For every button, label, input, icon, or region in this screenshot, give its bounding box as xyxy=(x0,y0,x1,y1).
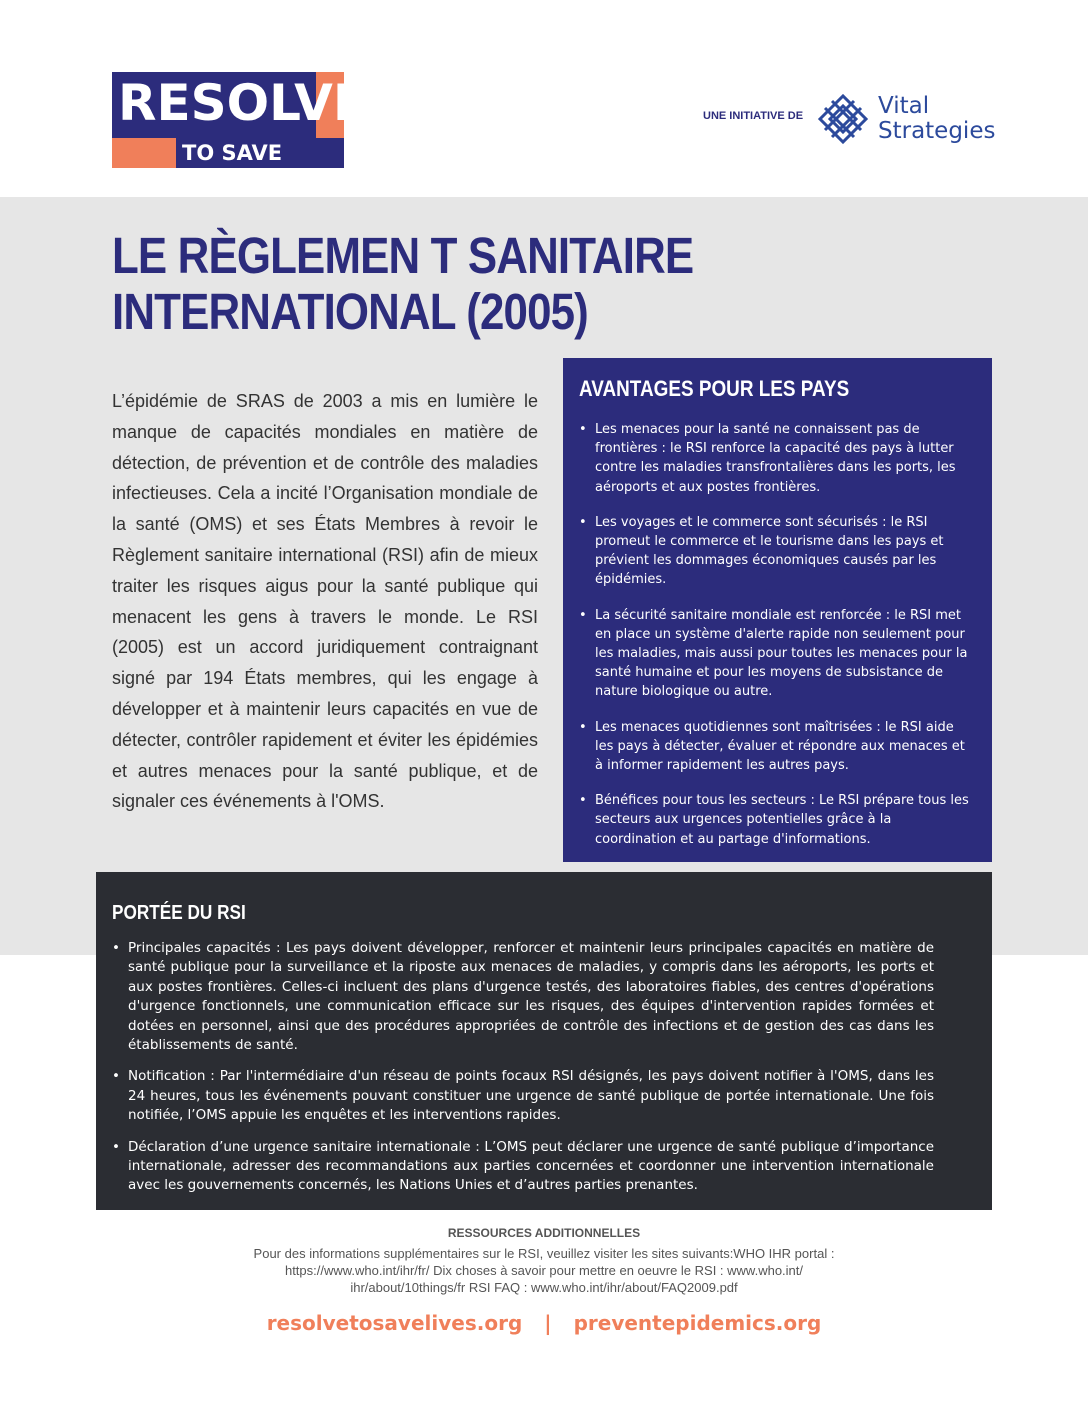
footer-separator: | xyxy=(544,1311,552,1335)
partner-line1: Vital xyxy=(878,93,930,119)
advantages-box xyxy=(563,358,992,862)
title-line1: LE RÈGLEMEN T SANITAIRE xyxy=(112,227,694,284)
scope-box xyxy=(96,872,992,1210)
scope-item: • Déclaration d’une urgence sanitaire internationale : L’OMS peut déclarer une urgence de santé publique d’importance internationale, adresser des recommandations aux parties concernées et coordonner une intervention internationale avec les gouvernements concernés, les Nations Unies et d’autres parties prenantes. xyxy=(112,1138,934,1196)
scope-item: • Notification : Par l'intermédiaire d'un réseau de points focaux RSI désignés, les pays doivent notifier à l'OMS, dans les 24 heures, tous les événements pouvant constituer une urgence de santé publique de portée internationale. Une fois notifiée, l’OMS appuie les enquêtes et les interventions rapides. xyxy=(112,1067,934,1125)
footer-links xyxy=(0,1311,1088,1335)
footer-link-resolve[interactable]: resolvetosavelives.org xyxy=(266,1311,523,1335)
advantage-item: • Les menaces quotidiennes sont maîtrisées : le RSI aide les pays à détecter, évaluer et répondre aux menaces et à informer rapidement les autres pays. xyxy=(579,718,976,776)
initiative-label: UNE INITIATIVE DE xyxy=(703,110,804,122)
logo-top-band xyxy=(112,72,367,138)
title-line2: INTERNATIONAL (2005) xyxy=(112,283,588,340)
advantage-item: • Les menaces pour la santé ne connaissent pas de frontières : le RSI renforce la capacité des pays à lutter contre les maladies transfrontalières dans les ports, les aéroports et aux postes frontières. xyxy=(579,420,976,497)
advantage-item: • Les voyages et le commerce sont sécurisés : le RSI promeut le commerce et le tourisme dans les pays et prévient les dommages économiques causés par les épidémies. xyxy=(579,513,976,590)
partner-name xyxy=(878,94,995,144)
page-title xyxy=(112,227,694,340)
advantage-item: • Bénéfices pour tous les secteurs : Le RSI prépare tous les secteurs aux urgences potentielles grâce à la coordination et au partage d'informations. xyxy=(579,791,976,849)
logo-bottom-band xyxy=(112,138,344,189)
scope-heading: PORTÉE DU RSI xyxy=(112,902,246,924)
scope-item: • Principales capacités : Les pays doivent développer, renforcer et maintenir leurs principales capacités en matière de santé publique pour la surveillance et la riposte aux menaces de maladies, y compris dans les aéroports, les ports et aux postes frontières. Celles-ci incluent des plans d'urgence testés, des laboratoires fiables, des centres d'opérations d'urgence fonctionnels, une communication efficace sur les risques, des équipes d'intervention rapides formées et dotées en personnel, ainsi que des procédures appropriées de contrôle des infections et de gestion des cas dans les établissements de santé. xyxy=(112,939,934,1055)
logo-line2: TO SAVE LIVES xyxy=(182,141,283,189)
vital-strategies-icon xyxy=(816,92,870,146)
resources-text: Pour des informations supplémentaires sur le RSI, veuillez visiter les sites suivants:WHO IHR portal : https://www.who.int/ihr/fr/ Dix choses à savoir pour mettre en oeuvre le RSI : www.who.int/ ihr/about/10things/fr RSI FAQ : www.who.int/ihr/about/FAQ2009.pdf xyxy=(253,1246,835,1295)
advantages-heading: AVANTAGES POUR LES PAYS xyxy=(579,376,850,401)
intro-paragraph: L’épidémie de SRAS de 2003 a mis en lumière le manque de capacités mondiales en matière de détection, de prévention et de contrôle des maladies infectieuses. Cela a incité l’Organisation mondiale de la santé (OMS) et ses États Membres à revoir le Règlement sanitaire international (RSI) afin de mieux traiter les risques aigus pour la santé publique qui menacent les gens à travers le monde. Le RSI (2005) est un accord juridiquement contraignant signé par 194 États membres, qui les engage à développer et à maintenir leurs capacités en vue de détecter, contrôler rapidement et éviter les épidémies et autres menaces pour la santé publique, et de signaler ces événements à l'OMS. xyxy=(112,391,538,812)
advantages-list xyxy=(579,420,976,849)
logo-line1: RESOLVE xyxy=(118,74,367,132)
scope-list xyxy=(112,939,934,1196)
footer-link-prevent[interactable]: preventepidemics.org xyxy=(573,1311,822,1335)
advantage-item: • La sécurité sanitaire mondiale est renforcée : le RSI met en place un système d'alerte rapide non seulement pour les maladies, mais aussi pour toutes les menaces pour la santé humaine et pour les moyens de subsistance de nature biologique ou autre. xyxy=(579,606,976,702)
resources-heading: RESSOURCES ADDITIONNELLES xyxy=(447,1226,641,1240)
partner-line2: Strategies xyxy=(878,118,996,144)
resolve-logo xyxy=(112,72,367,189)
